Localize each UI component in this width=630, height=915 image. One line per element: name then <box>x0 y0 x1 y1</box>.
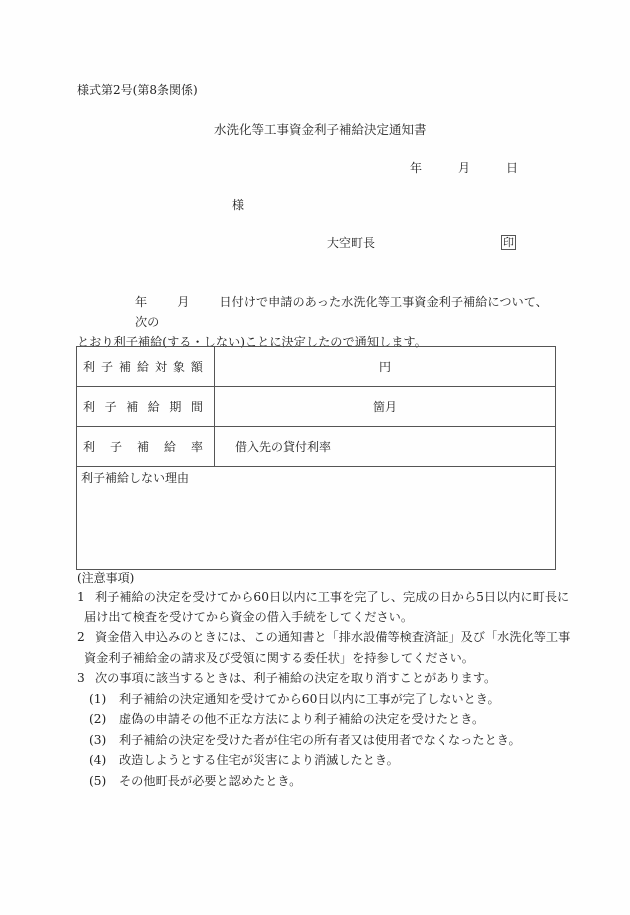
label-char: 期 <box>169 400 182 414</box>
note-text: 資金借入申込みのときには、この通知書と「排水設備等検査済証」及び「水洗化等工事 <box>95 630 571 644</box>
sub-item-4 <box>89 754 399 766</box>
sub-item-text: 改造しようとする住宅が災害により消滅したとき。 <box>119 753 399 767</box>
note-1-line-1 <box>77 591 569 603</box>
date-day-label: 日 <box>506 161 519 175</box>
sub-item-text: 虚偽の申請その他不正な方法により利子補給の決定を受けたとき。 <box>119 712 485 726</box>
value-period[interactable]: 箇月 <box>215 387 556 427</box>
note-2-line-1 <box>77 631 570 643</box>
label-char: 給 <box>147 400 160 414</box>
label-char: 間 <box>190 400 203 414</box>
note-number: 3 <box>77 671 85 685</box>
addressee-suffix: 様 <box>232 198 245 212</box>
label-char: 補 <box>118 360 131 374</box>
issuer-name: 大空町長 <box>327 236 376 250</box>
notice-year: 年 <box>135 295 148 309</box>
label-char: 額 <box>190 360 203 374</box>
notice-line-1-text: 日付けで申請のあった水洗化等工事資金利子補給について、次の <box>135 295 548 329</box>
seal-mark: 印 <box>503 236 514 249</box>
label-rate <box>77 427 215 467</box>
sub-item-5 <box>89 775 301 787</box>
sub-item-2 <box>89 713 484 725</box>
notice-line-1 <box>77 292 557 332</box>
date-line <box>410 162 518 174</box>
sub-item-number: (2) <box>89 712 107 726</box>
reason-cell[interactable] <box>77 467 556 570</box>
label-char: 給 <box>163 440 176 454</box>
label-char: 対 <box>154 360 167 374</box>
sub-item-1 <box>89 693 500 705</box>
table-row-period <box>77 387 556 427</box>
sub-item-number: (1) <box>89 692 107 706</box>
note-text: 利子補給の決定を受けてから60日以内に工事を完了し、完成の日から5日以内に町長に <box>95 590 570 604</box>
sub-item-3 <box>89 734 521 746</box>
value-amount[interactable]: 円 <box>215 347 556 387</box>
label-char: 子 <box>109 440 122 454</box>
label-char: 利 <box>83 360 96 374</box>
sub-item-text: 利子補給の決定通知を受けてから60日以内に工事が完了しないとき。 <box>119 692 500 706</box>
sub-item-number: (5) <box>89 774 107 788</box>
sub-item-text: その他町長が必要と認めたとき。 <box>119 774 302 788</box>
note-number: 2 <box>77 630 85 644</box>
note-2-line-2: 資金利子補給金の請求及び受領に関する委任状」を持参してください。 <box>84 651 474 665</box>
label-char: 象 <box>172 360 185 374</box>
date-month-label: 月 <box>458 161 471 175</box>
label-char: 補 <box>136 440 149 454</box>
label-char: 利 <box>83 400 96 414</box>
document-title: 水洗化等工事資金利子補給決定通知書 <box>214 122 427 137</box>
note-text: 次の事項に該当するときは、利子補給の決定を取り消すことがあります。 <box>95 671 497 685</box>
label-char: 利 <box>83 440 96 454</box>
date-year-label: 年 <box>410 161 423 175</box>
notice-paragraph <box>77 292 557 352</box>
table-row-rate <box>77 427 556 467</box>
notice-month: 月 <box>177 295 190 309</box>
label-amount <box>77 347 215 387</box>
subsidy-table <box>76 346 556 570</box>
table-row-reason <box>77 467 556 570</box>
sub-item-number: (4) <box>89 753 107 767</box>
label-char: 給 <box>136 360 149 374</box>
label-char: 補 <box>126 400 139 414</box>
label-char: 子 <box>104 400 117 414</box>
sub-item-number: (3) <box>89 733 107 747</box>
note-1-line-2: 届け出て検査を受けてから資金の借入手続をしてください。 <box>84 610 414 624</box>
note-3-line-1 <box>77 672 496 684</box>
notes-heading: (注意事項) <box>77 571 135 585</box>
label-period <box>77 387 215 427</box>
label-char: 子 <box>100 360 113 374</box>
value-rate[interactable]: 借入先の貸付利率 <box>215 427 556 467</box>
sub-item-text: 利子補給の決定を受けた者が住宅の所有者又は使用者でなくなったとき。 <box>119 733 521 747</box>
note-number: 1 <box>77 590 85 604</box>
form-number: 様式第2号(第8条関係) <box>77 83 198 97</box>
label-char: 率 <box>190 440 203 454</box>
table-row-amount <box>77 347 556 387</box>
notice-line-2: とおり利子補給(する・しない)ことに決定したので通知します。 <box>77 335 427 349</box>
reason-label: 利子補給しない理由 <box>81 471 190 485</box>
